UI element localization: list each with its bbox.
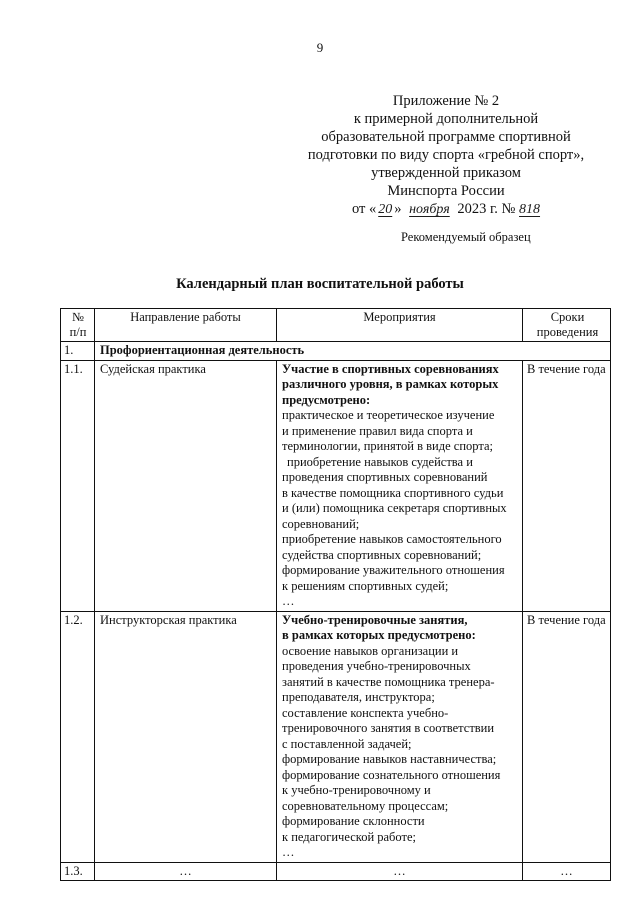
row-events: Участие в спортивных соревнованиях различного уровня, в рамках которых предусмотрено: практическое и теоретическое изучение и применение правил вида спорта и терминологии, принятой в виде спорта; приобретение навыков судейства и проведения спортивных соревнований в качестве помощника спортивного судьи и (или) помощника секретаря спортивных соревнований; приобретение навыков самостоятельного судейства спортивных соревнований; формирование уважительного отношения к решениям спортивных судей; … xyxy=(277,360,523,611)
appendix-line: к примерной дополнительной xyxy=(353,111,539,127)
appendix-line: подготовки по виду спорта «гребной спорт», xyxy=(307,147,585,163)
order-day-close: » xyxy=(394,201,402,217)
page-number: 9 xyxy=(316,40,324,55)
order-day: 20 xyxy=(378,202,393,217)
appendix-line: образовательной программе спортивной xyxy=(321,129,571,145)
header-direction: Направление работы xyxy=(95,309,277,342)
page-title: Календарный план воспитательной работы xyxy=(176,276,464,292)
section-num: 1. xyxy=(61,342,95,361)
appendix-line: Приложение № 2 xyxy=(392,93,500,109)
table-row xyxy=(61,360,611,611)
row-terms: В течение года xyxy=(523,360,611,611)
row-direction: … xyxy=(95,862,277,881)
appendix-block xyxy=(296,92,596,219)
order-prefix: от « xyxy=(351,201,377,217)
row-direction: Инструкторская практика xyxy=(95,611,277,862)
order-line xyxy=(296,200,596,219)
row-num: 1.3. xyxy=(61,862,95,881)
appendix-line: утвержденной приказом xyxy=(371,165,521,181)
row-direction: Судейская практика xyxy=(95,360,277,611)
order-number: 818 xyxy=(519,202,541,217)
plan-table xyxy=(60,308,611,881)
row-num: 1.2. xyxy=(61,611,95,862)
row-num: 1.1. xyxy=(61,360,95,611)
order-year: 2023 г. № xyxy=(457,201,516,217)
row-terms: … xyxy=(523,862,611,881)
section-row xyxy=(61,342,611,361)
header-terms: Сроки проведения xyxy=(523,309,611,342)
header-num: № п/п xyxy=(61,309,95,342)
table-row xyxy=(61,611,611,862)
row-terms: В течение года xyxy=(523,611,611,862)
order-month: ноября xyxy=(409,202,450,217)
appendix-line: Минспорта России xyxy=(387,183,505,199)
sample-label: Рекомендуемый образец xyxy=(401,230,531,244)
header-events: Мероприятия xyxy=(277,309,523,342)
row-events: … xyxy=(277,862,523,881)
section-title: Профориентационная деятельность xyxy=(95,342,611,361)
table-header-row xyxy=(61,309,611,342)
row-events: Учебно-тренировочные занятия, в рамках которых предусмотрено: освоение навыков организации и проведения учебно-тренировочных занятий в качестве помощника тренера- преподавателя, инструктора; составление конспекта учебно- тренировочного занятия в соответствии с поставленной задачей; формирование навыков наставничества; формирование сознательного отношения к учебно-тренировочному и соревновательному процессам; формирование склонности к педагогической работе; … xyxy=(277,611,523,862)
table-row xyxy=(61,862,611,881)
